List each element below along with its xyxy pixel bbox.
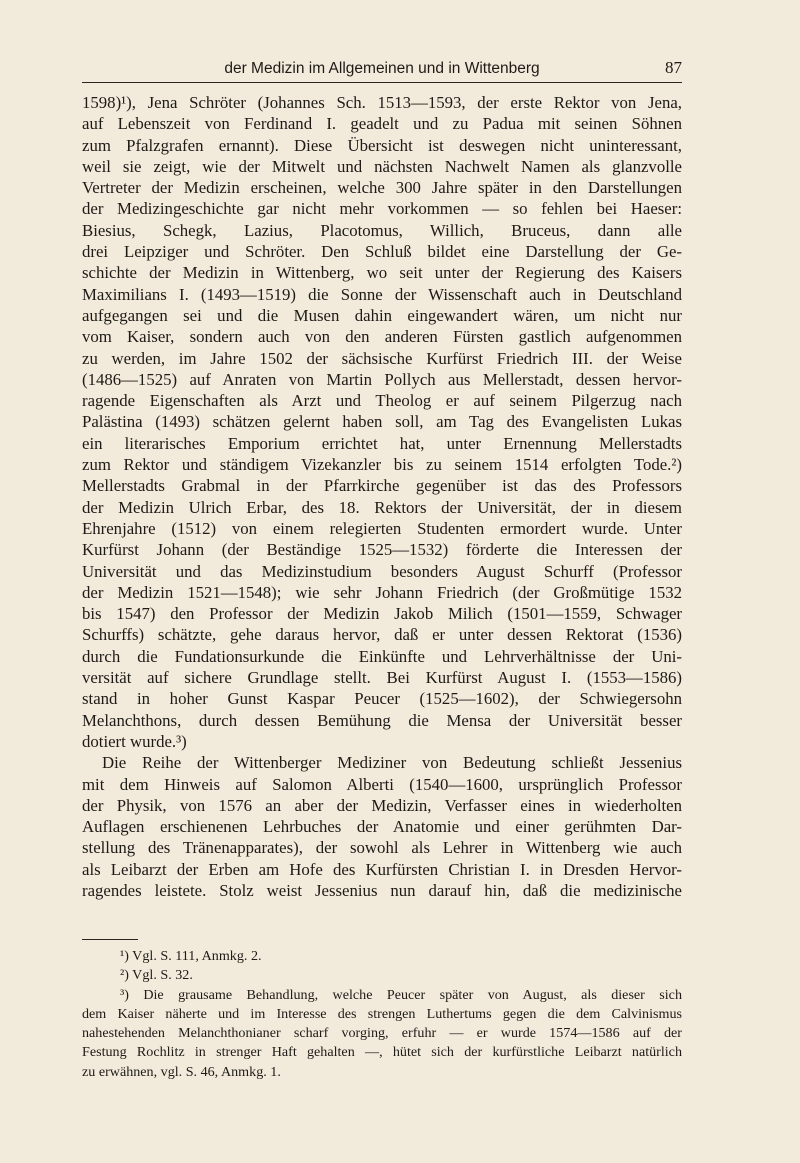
body-line: Maximilians I. (1493—1519) die Sonne der Wissenschaft auch in Deutschland [82, 284, 682, 304]
body-line: Mellerstadts Grabmal in der Pfarrkirche gegenüber ist das des Professors [82, 476, 682, 496]
body-line: mit dem Hinweis auf Salomon Alberti (1540—1600, ursprünglich Professor [82, 774, 682, 794]
body-line: weil sie zeigt, wie der Mitwelt und nächsten Nachwelt Namen als glanzvolle [82, 156, 682, 176]
body-line: der Physik, von 1576 an aber der Medizin, Verfasser eines in wiederholten [82, 795, 682, 815]
body-line: Palästina (1493) schätzen gelernt haben soll, am Tag des Evangelisten Lukas [82, 412, 682, 432]
body-line: ein literarisches Emporium errichtet hat, unter Ernennung Mellerstadts [82, 433, 682, 453]
body-line: der Medizin Ulrich Erbar, des 18. Rektors der Universität, der in diesem [82, 497, 682, 517]
body-line: versität auf sichere Grundlage stellt. Bei Kurfürst August I. (1553—1586) [82, 668, 682, 688]
body-line: bis 1547) den Professor der Medizin Jakob Milich (1501—1559, Schwager [82, 604, 682, 624]
body-line: schichte der Medizin in Wittenberg, wo seit unter der Regierung des Kaisers [82, 263, 682, 283]
running-title: der Medizin im Allgemeinen und in Wittenberg [224, 60, 540, 77]
body-line: vom Kaiser, sondern auch von den anderen Fürsten gastlich aufgenommen [82, 327, 682, 347]
body-line: ragende Eigenschaften als Arzt und Theolog er auf seinem Pilgerzug nach [82, 391, 682, 411]
body-line: Auflagen erschienenen Lehrbuches der Anatomie und einer gerühmten Dar- [82, 817, 682, 837]
body-line: auf Lebenszeit von Ferdinand I. geadelt und zu Padua mit seinen Söhnen [82, 114, 682, 134]
body-line: Kurfürst Johann (der Beständige 1525—1532) förderte die Interessen der [82, 540, 682, 560]
footnotes [82, 947, 682, 1082]
body-line: zum Rektor und ständigem Vizekanzler bis zu seinem 1514 erfolgten Tode.²) [82, 455, 682, 475]
body-line: stand in hoher Gunst Kaspar Peucer (1525—1602), der Schwiegersohn [82, 689, 682, 709]
body-line: der Medizingeschichte gar nicht mehr vorkommen — so fehlen bei Haeser: [82, 199, 682, 219]
body-line: ragendes leistete. Stolz weist Jessenius nun darauf hin, daß die medizinische [82, 880, 682, 900]
body-line: Die Reihe der Wittenberger Mediziner von Bedeutung schließt Jessenius [102, 753, 682, 773]
body-line: Schurffs) schätzte, gehe daraus hervor, daß er unter dessen Rektorat (1536) [82, 625, 682, 645]
body-line: als Leibarzt der Erben am Hofe des Kurfürsten Christian I. in Dresden Hervor- [82, 859, 682, 879]
body-text [82, 92, 682, 901]
body-line: stellung des Tränenapparates), der sowohl als Lehrer in Wittenberg wie auch [82, 838, 682, 858]
body-line: dotiert wurde.³) [82, 731, 187, 751]
body-line: 1598)¹), Jena Schröter (Johannes Sch. 1513—1593, der erste Rektor von Jena, [82, 93, 682, 112]
footnote-line: ²) Vgl. S. 32. [120, 967, 193, 984]
footnote-line: nahestehenden Melanchthonianer scharf vorging, erfuhr — er wurde 1574—1586 auf der [82, 1025, 682, 1042]
body-line: Melanchthons, durch dessen Bemühung die Mensa der Universität besser [82, 710, 682, 730]
body-line: Ehrenjahre (1512) von einem relegierten Studenten ermordert wurde. Unter [82, 518, 682, 538]
footnote-line: ³) Die grausame Behandlung, welche Peucer später von August, als dieser sich [120, 986, 682, 1003]
body-line: der Medizin 1521—1548); wie sehr Johann Friedrich (der Großmütige 1532 [82, 582, 682, 602]
body-line: Vertreter der Medizin erscheinen, welche 300 Jahre später in den Darstellungen [82, 178, 682, 198]
footnote-line: dem Kaiser näherte und im Interesse des strengen Luthertums gegen die dem Calvinismus [82, 1005, 682, 1022]
footnote-divider [82, 939, 138, 940]
footnote-line: zu erwähnen, vgl. S. 46, Anmkg. 1. [82, 1063, 281, 1080]
body-line: zu werden, im Jahre 1502 der sächsische Kurfürst Friedrich III. der Weise [82, 348, 682, 368]
body-line: (1486—1525) auf Anraten von Martin Pollych aus Mellerstadt, dessen hervor- [82, 369, 682, 389]
body-line: zum Pfalzgrafen ernannt). Diese Übersicht ist deswegen nicht uninteressant, [82, 135, 682, 155]
running-header [82, 58, 682, 83]
page-number: 87 [665, 58, 682, 77]
body-line: aufgegangen sei und die Musen dahin eingewandert wären, um nicht nur [82, 305, 682, 325]
body-line: drei Leipziger und Schröter. Den Schluß bildet eine Darstellung der Ge- [82, 242, 682, 262]
footnote-line: Festung Rochlitz in strenger Haft gehalten —, hütet sich der kurfürstliche Leibarzt natürlich [82, 1044, 682, 1061]
body-line: durch die Fundationsurkunde die Einkünfte und Lehrverhältnisse der Uni- [82, 646, 682, 666]
body-line: Biesius, Schegk, Lazius, Placotomus, Willich, Bruceus, dann alle [82, 220, 682, 240]
body-line: Universität und das Medizinstudium besonders August Schurff (Professor [82, 561, 682, 581]
footnote-line: ¹) Vgl. S. 111, Anmkg. 2. [120, 948, 262, 964]
